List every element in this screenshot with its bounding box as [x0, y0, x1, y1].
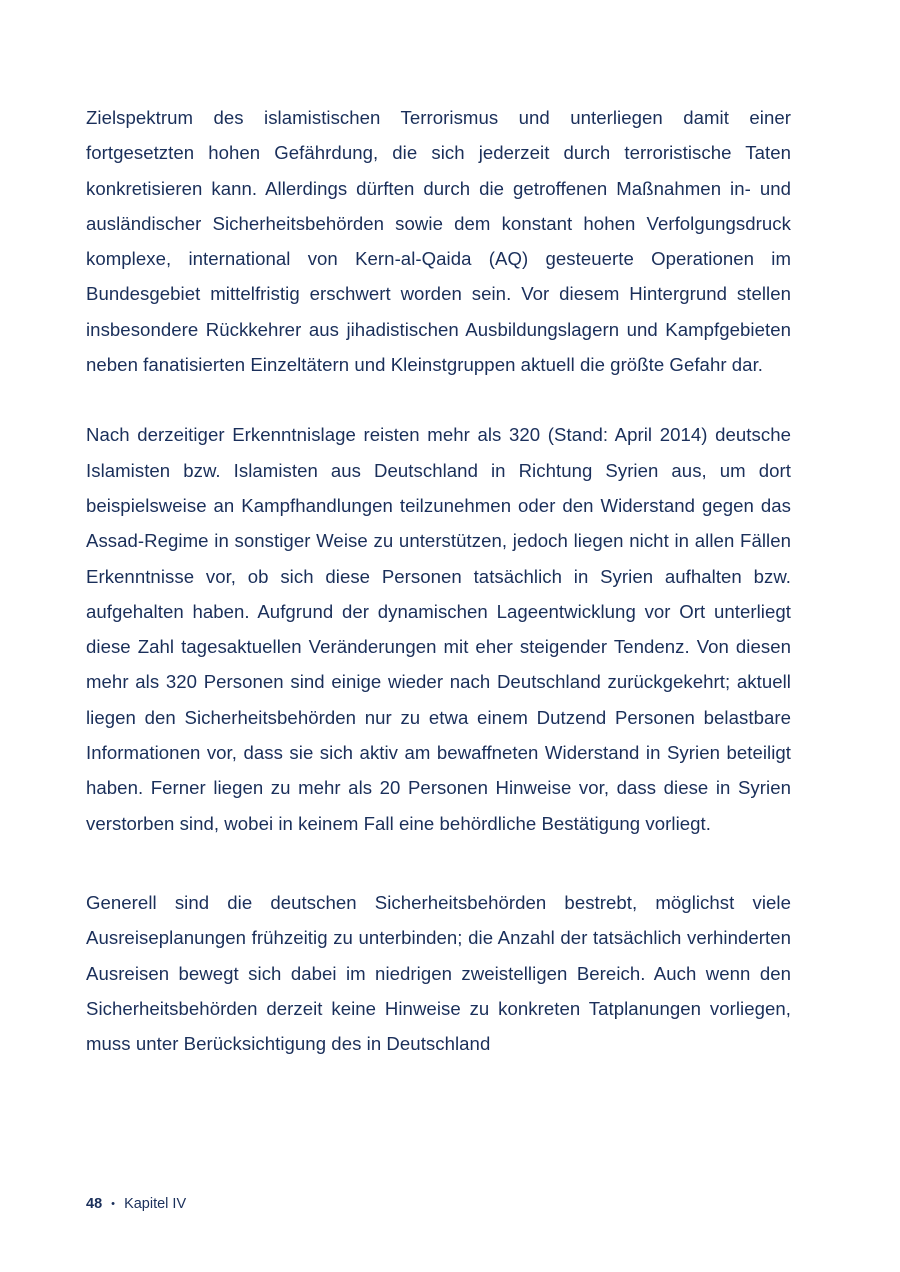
footer-separator: • [111, 1198, 116, 1210]
body-text [86, 100, 791, 1061]
page-footer [86, 1196, 186, 1212]
chapter-label: Kapitel IV [124, 1196, 187, 1212]
paragraph-1: Zielspektrum des islamistischen Terrorismus und unterliegen damit einer fortgesetzten hohen Gefährdung, die sich jederzeit durch terroristische Taten konkretisieren kann. Allerdings dürften durch die getroffenen Maßnahmen in- und ausländischer Sicherheitsbehörden sowie dem konstant hohen Verfolgungsdruck komplexe, international von Kern-al-Qaida (AQ) gesteuerte Operationen im Bundesgebiet mittelfristig erschwert worden sein. Vor diesem Hintergrund stellen insbesondere Rückkehrer aus jihadistischen Ausbildungslagern und Kampfgebieten neben fanatisierten Einzeltätern und Kleinstgruppen aktuell die größte Gefahr dar. [86, 107, 791, 376]
paragraph-2: Nach derzeitiger Erkenntnislage reisten mehr als 320 (Stand: April 2014) deutsche Islamisten bzw. Islamisten aus Deutschland in Richtung Syrien aus, um dort beispielsweise an Kampfhandlungen teilzunehmen oder den Widerstand gegen das Assad-Regime in sonstiger Weise zu unterstützen, jedoch liegen nicht in allen Fällen Erkenntnisse vor, ob sich diese Personen tatsächlich in Syrien aufhalten bzw. aufgehalten haben. Aufgrund der dynamischen Lageentwicklung vor Ort unterliegt diese Zahl tagesaktuellen Veränderungen mit eher steigender Tendenz. Von diesen mehr als 320 Personen sind einige wieder nach Deutschland zurückgekehrt; aktuell liegen den Sicherheitsbehörden nur zu etwa einem Dutzend Personen belastbare Informationen vor, dass sie sich aktiv am bewaffneten Widerstand in Syrien beteiligt haben. Ferner liegen zu mehr als 20 Personen Hinweise vor, dass diese in Syrien verstorben sind, wobei in keinem Fall eine behördliche Bestätigung vorliegt. [86, 424, 791, 834]
paragraph-3: Generell sind die deutschen Sicherheitsbehörden bestrebt, möglichst viele Ausreiseplanungen frühzeitig zu unterbinden; die Anzahl der tatsächlich verhinderten Ausreisen bewegt sich dabei im niedrigen zweistelligen Bereich. Auch wenn den Sicherheitsbehörden derzeit keine Hinweise zu konkreten Tatplanungen vorliegen, muss unter Berücksichtigung des in Deutschland [86, 891, 791, 1055]
page-number: 48 [86, 1196, 103, 1212]
